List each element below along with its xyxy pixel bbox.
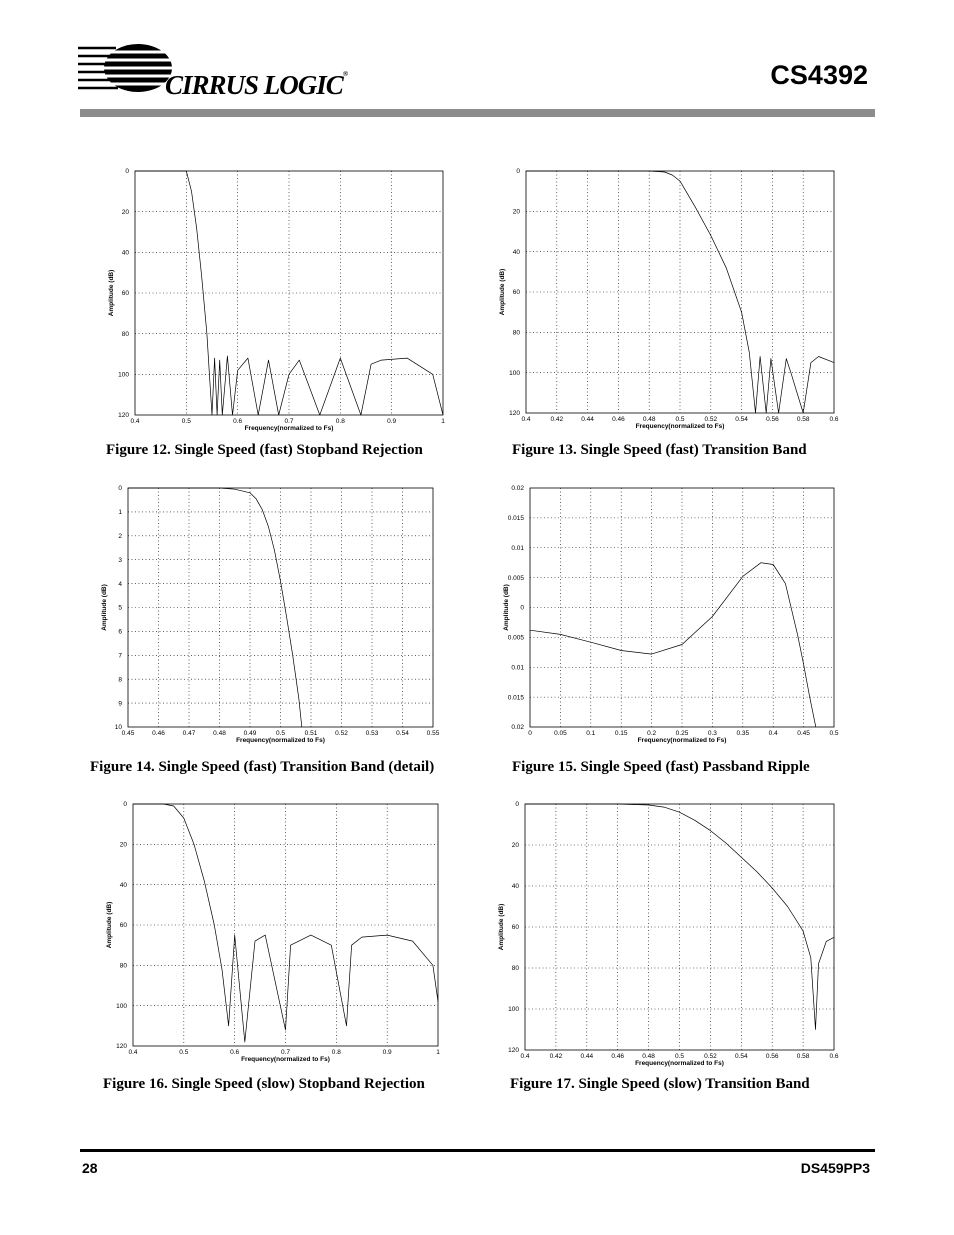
y-tick-label: 100 (509, 369, 520, 377)
y-tick-label: 40 (119, 881, 127, 889)
x-tick-label: 0.4 (128, 1049, 138, 1056)
y-tick-label: 60 (512, 289, 520, 297)
x-tick-label: 0.4 (520, 1053, 530, 1060)
x-tick-label: 0.9 (387, 418, 397, 425)
series-line (526, 171, 834, 413)
x-tick-label: 0.25 (675, 730, 689, 737)
header-bar (80, 109, 875, 117)
series-line (135, 171, 443, 415)
x-tick-label: 0.52 (335, 730, 348, 737)
y-tick-label: 1 (118, 509, 122, 517)
x-tick-label: 0.7 (280, 1049, 291, 1056)
y-tick-label: 20 (512, 208, 520, 216)
x-tick-label: 0.44 (580, 1053, 594, 1060)
x-tick-label: 0.52 (704, 416, 718, 423)
x-tick-label: 0.9 (382, 1049, 392, 1056)
y-tick-label: 20 (119, 841, 127, 849)
y-tick-label: 0.005 (507, 574, 524, 582)
x-tick-label: 0.44 (581, 416, 594, 423)
y-tick-label: 60 (121, 290, 129, 298)
x-tick-label: 0.3 (707, 730, 717, 737)
figure-caption: Figure 12. Single Speed (fast) Stopband Rejection (106, 442, 423, 458)
x-tick-label: 0.4 (130, 418, 140, 425)
y-tick-label: 0 (118, 485, 122, 493)
y-tick-label: 120 (509, 410, 520, 418)
page-number: 28 (82, 1160, 98, 1176)
x-tick-label: 0.48 (213, 730, 226, 737)
x-tick-label: 0.56 (766, 416, 779, 423)
y-tick-label: 80 (119, 962, 127, 970)
y-axis-label: Amplitude (dB) (108, 269, 115, 317)
x-axis-label: Frequency(normalized to Fs) (236, 737, 325, 744)
y-tick-label: 120 (118, 412, 129, 420)
y-tick-label: 0 (123, 801, 127, 809)
x-tick-label: 0.45 (121, 730, 135, 737)
y-tick-label: 0.01 (511, 664, 524, 672)
y-tick-label: 5 (118, 604, 122, 612)
y-tick-label: 60 (119, 922, 127, 930)
x-tick-label: 0.42 (549, 1053, 563, 1060)
y-tick-label: 6 (118, 628, 122, 636)
x-tick-label: 0.05 (554, 730, 567, 737)
y-tick-label: 80 (512, 329, 520, 337)
x-tick-label: 0.8 (335, 418, 345, 425)
x-tick-label: 0.58 (796, 1053, 810, 1060)
x-tick-label: 0.1 (586, 730, 596, 737)
figure-caption: Figure 17. Single Speed (slow) Transition Band (510, 1076, 810, 1092)
plot-frame (526, 171, 834, 413)
x-tick-label: 0.52 (704, 1053, 717, 1060)
x-axis-label: Frequency(normalized to Fs) (635, 1060, 724, 1067)
y-tick-label: 60 (511, 924, 519, 932)
y-tick-label: 120 (116, 1043, 127, 1051)
y-tick-label: 40 (512, 248, 520, 256)
plot-frame (525, 804, 834, 1050)
figure-caption: Figure 14. Single Speed (fast) Transition Band (detail) (90, 759, 435, 775)
y-tick-label: 0.02 (511, 724, 524, 732)
y-tick-label: 40 (121, 249, 129, 257)
y-tick-label: 40 (511, 883, 519, 891)
x-tick-label: 0.48 (642, 1053, 655, 1060)
y-tick-label: 0.02 (511, 485, 524, 492)
x-tick-label: 0.6 (230, 1049, 240, 1056)
x-tick-label: 0.8 (331, 1049, 341, 1056)
y-tick-label: 20 (121, 208, 129, 216)
x-tick-label: 0.58 (796, 416, 810, 423)
y-tick-label: 80 (121, 330, 129, 338)
x-tick-label: 0.2 (647, 730, 657, 737)
y-tick-label: 120 (508, 1047, 519, 1055)
x-axis-label: Frequency(normalized to Fs) (241, 1056, 330, 1063)
x-axis-label: Frequency(normalized to Fs) (635, 423, 725, 430)
y-tick-label: 7 (118, 652, 122, 660)
plot-frame (133, 804, 438, 1046)
series-line (530, 563, 816, 727)
x-tick-label: 0.51 (304, 730, 318, 737)
x-tick-label: 0.6 (829, 1053, 839, 1060)
x-tick-label: 0.47 (182, 730, 196, 737)
x-tick-label: 0.56 (765, 1053, 779, 1060)
y-tick-label: 80 (511, 965, 519, 973)
x-tick-label: 0.5 (829, 730, 839, 737)
y-tick-label: 2 (118, 533, 122, 540)
plot-frame (128, 488, 433, 727)
y-tick-label: 100 (508, 1006, 519, 1014)
x-tick-label: 0.53 (365, 730, 379, 737)
document-title: CS4392 (770, 60, 868, 90)
x-tick-label: 0.49 (243, 730, 257, 737)
logo-text: CIRRUS LOGIC® (165, 70, 348, 100)
y-tick-label: 20 (511, 842, 519, 850)
y-tick-label: 100 (118, 371, 129, 379)
x-tick-label: 0.5 (675, 416, 685, 423)
x-tick-label: 0 (528, 730, 532, 737)
plot-frame (530, 488, 834, 727)
x-axis-label: Frequency(normalized to Fs) (244, 425, 334, 432)
y-tick-label: 3 (118, 556, 122, 564)
x-tick-label: 0.46 (611, 1053, 625, 1060)
y-tick-label: 10 (114, 724, 122, 732)
y-axis-label: Amplitude (dB) (498, 903, 505, 951)
y-tick-label: 0.01 (511, 544, 524, 552)
document-id: DS459PP3 (800, 1160, 870, 1176)
y-tick-label: 0.015 (507, 515, 524, 523)
x-tick-label: 0.15 (614, 730, 628, 737)
y-tick-label: 8 (118, 676, 122, 684)
page-header (0, 0, 954, 120)
x-tick-label: 0.5 (181, 418, 191, 425)
x-tick-label: 0.54 (735, 416, 748, 423)
x-tick-label: 1 (436, 1049, 440, 1056)
y-axis-label: Amplitude (dB) (499, 268, 506, 316)
x-tick-label: 0.4 (521, 416, 531, 423)
x-tick-label: 0.42 (550, 416, 564, 423)
x-tick-label: 0.7 (284, 418, 294, 425)
y-tick-label: 0 (515, 801, 519, 809)
x-tick-label: 0.4 (768, 730, 778, 737)
series-line (128, 488, 302, 727)
x-tick-label: 0.45 (797, 730, 810, 737)
x-tick-label: 0.46 (612, 416, 625, 423)
series-line (525, 804, 834, 1030)
x-tick-label: 0.6 (233, 418, 243, 425)
y-axis-label: Amplitude (dB) (503, 584, 510, 631)
y-tick-label: 0 (125, 168, 129, 176)
y-tick-label: 4 (118, 580, 122, 588)
series-line (133, 804, 438, 1042)
x-tick-label: 0.5 (275, 730, 286, 737)
y-tick-label: 0.005 (507, 634, 524, 642)
x-tick-label: 1 (441, 418, 445, 425)
x-tick-label: 0.5 (179, 1049, 189, 1056)
x-tick-label: 0.55 (426, 730, 440, 737)
x-tick-label: 0.35 (736, 730, 750, 737)
y-tick-label: 0 (520, 604, 524, 612)
y-tick-label: 9 (118, 700, 122, 708)
footer-rule (80, 1149, 875, 1152)
figure-caption: Figure 15. Single Speed (fast) Passband Ripple (512, 759, 810, 775)
x-tick-label: 0.5 (674, 1053, 685, 1060)
y-tick-label: 100 (116, 1002, 127, 1010)
x-tick-label: 0.54 (734, 1053, 748, 1060)
x-tick-label: 0.46 (152, 730, 165, 737)
figure-caption: Figure 13. Single Speed (fast) Transition Band (512, 442, 807, 458)
x-axis-label: Frequency(normalized to Fs) (637, 737, 727, 744)
y-tick-label: 0.015 (507, 694, 524, 702)
y-tick-label: 0 (516, 168, 520, 176)
x-tick-label: 0.54 (396, 730, 409, 737)
x-tick-label: 0.6 (829, 416, 839, 423)
plot-frame (135, 171, 443, 415)
y-axis-label: Amplitude (dB) (101, 584, 108, 631)
y-axis-label: Amplitude (dB) (106, 901, 113, 949)
figure-caption: Figure 16. Single Speed (slow) Stopband Rejection (103, 1076, 425, 1092)
x-tick-label: 0.48 (642, 416, 656, 423)
